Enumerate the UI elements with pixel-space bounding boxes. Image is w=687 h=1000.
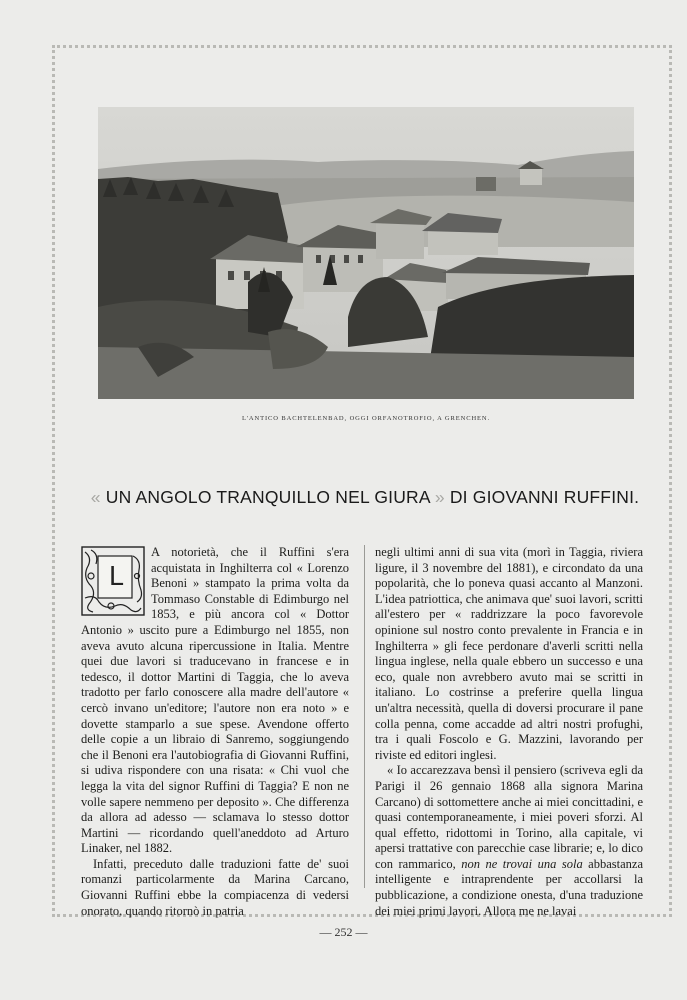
emphasis-text: non ne trovai una sola: [461, 856, 583, 871]
photo-illustration: [98, 107, 634, 399]
paragraph-text: « Io accarezzava bensì il pensiero (scriveva egli da Parigi il 26 gennaio 1868 alla signora Marina Carcano) di sottomettere anche ai miei concittadini, e quasi contemporaneamente, i miei poveri sforzi. Al qual effetto, ridottomi in Torino, alla capitale, vi apersi trattative con parecchie case librarie; e, lo dico con rammarico,: [375, 763, 643, 871]
title-main: UN ANGOLO TRANQUILLO NEL GIURA: [105, 487, 430, 507]
paragraph: [375, 763, 643, 919]
title-quote-close: »: [434, 487, 445, 507]
right-column: [375, 545, 643, 919]
initial-letter: L: [108, 562, 124, 592]
paragraph-text: A notorietà, che il Ruffini s'era acquistata in Inghilterra col « Lorenzo Benoni » stampato la prima volta da Tommaso Constable di Edimburgo nel 1853, e più ancora col « Dottor Antonio » uscito pure a Edimburgo nel 1855, non aveva avuto alcuna ripercussione in Italia. Mentre quei due lavori si traducevano in francese e in tedesco, il dottor Martini di Taggia, che lo aveva tradotto per farlo conoscere alla madre dell'autore « cercò invano un'editore; l'autore non era noto » e dovette stamparlo a sue spese. Avendone offerto delle copie a un libraio di Sanremo, soggiungendo che il Benoni era l'autobiografia di Giovanni Ruffini, si udiva rispondere con una risata: « Chi vuol che legga la vita del signor Ruffini di Taggia? E non ne volle sapere nemmeno per deposito ». Che differenza da allora ad adesso — sclamava lo stesso dottor Martini — ricordando quell'aneddoto ad Arturo Linaker, nel 1882.: [81, 545, 349, 856]
photo-caption: L'ANTICO BACHTELENBAD, OGGI ORFANOTROFIO, A GRENCHEN.: [241, 415, 491, 422]
paragraph-text: abbastanza intelligente e intraprendente per accollarsi la pubblicazione, a condizione onesta, d'una traduzione dei miei primi lavori. Allora me ne lavai: [375, 856, 644, 918]
title-author: DI GIOVANNI RUFFINI.: [449, 487, 640, 507]
paragraph: Infatti, preceduto dalle traduzioni fatte de' suoi romanzi particolarmente da Marina Carcano, Giovanni Ruffini ebbe la compiacenza di vedersi onorato, quando ritornò in patria: [81, 856, 349, 918]
paragraph: [81, 545, 349, 857]
column-divider: [364, 545, 365, 888]
decorated-initial: [81, 546, 145, 616]
landscape-photo: [98, 107, 634, 399]
left-column: [81, 545, 349, 919]
title-quote-open: «: [90, 487, 101, 507]
page-number: — 252 —: [319, 925, 368, 939]
paragraph: negli ultimi anni di sua vita (morì in Taggia, riviera ligure, il 3 novembre del 1881), e circondato da una popolarità, che lo poneva quasi accanto al Manzoni. L'idea patriottica, che animava que' suoi lavori, scritti all'estero per « raddrizzare la poco favorevole opinione sul nostro conto prevalente in Francia e in Inghilterra » gli fece perdonare d'averli scritti nella lingua inglese, nella quale ebbero un successo e una eco, quale non avrebbero avuto mai se scritti in italiano. Lo costrinse a preferire quella lingua un'altra necessità, quella di doversi procurare il pane colla penna, come accadde ad altri nostri profughi, tra i quali Foscolo e G. Mazzini, lavorando per riviste ed editori inglesi.: [375, 545, 643, 762]
article-title: [60, 487, 670, 508]
